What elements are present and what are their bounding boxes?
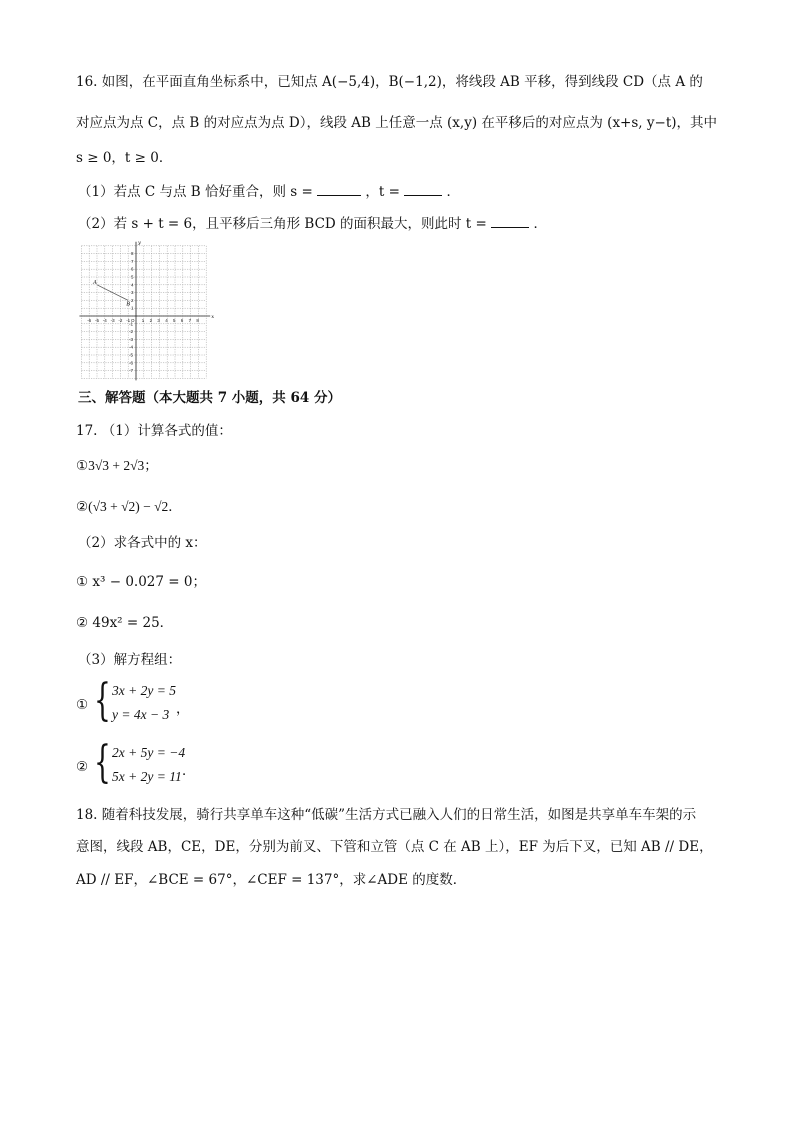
q17-intro: 17. （1）计算各式的值： [76, 423, 232, 439]
q18-line-3: AD // EF，∠BCE = 67°，∠CEF = 137°，求∠ADE 的度数． [76, 872, 467, 888]
y-tick-label: 6 [131, 266, 134, 272]
x-tick-label: -4 [102, 318, 107, 323]
q18-line-2: 意图，线段 AB，CE，DE，分别为前叉、下管和立管（点 C 在 AB 上），EF 为后下叉，已知 AB // DE， [76, 839, 713, 855]
x-tick-label: O [131, 318, 135, 323]
x-tick-label: -5 [95, 318, 100, 323]
answer-blank-t[interactable] [404, 181, 442, 196]
x-tick-label: 5 [173, 318, 176, 323]
y-tick-label: 2 [131, 297, 134, 303]
y-tick-label: -1 [129, 321, 134, 327]
system-1-number: ① [76, 697, 89, 713]
x-tick-label: -1 [126, 318, 131, 323]
y-tick-label: 1 [131, 305, 134, 311]
q17-calc-2: ②(√3 + √2) − √2． [76, 499, 182, 514]
y-tick-label: -4 [129, 344, 134, 350]
system-2-equation-1: 2x + 5y = −4 [112, 745, 186, 760]
q16-part-1-mid: ，t = [365, 184, 400, 200]
y-tick-label: 4 [131, 282, 134, 288]
y-tick-label: -3 [129, 336, 134, 342]
answer-blank-t2[interactable] [491, 213, 529, 228]
system-1-equation-1: 3x + 2y = 5 [112, 683, 176, 698]
x-tick-label: 6 [180, 318, 184, 323]
q16-part-1-end: ． [446, 184, 461, 200]
x-axis-label: x [211, 314, 215, 320]
q17-part-2: （2）求各式中的 x： [78, 535, 207, 551]
q17-calc-1: ①3√3 + 2√3； [76, 458, 158, 473]
x-tick-label: 1 [141, 318, 145, 323]
answer-blank-s[interactable] [317, 181, 361, 196]
left-brace-icon: { [94, 737, 111, 788]
tick-labels [87, 240, 214, 373]
system-2-trail: ． [182, 763, 196, 779]
y-tick-label: -7 [129, 368, 134, 374]
y-tick-label: -2 [129, 329, 134, 335]
q16-line-3: s ≥ 0，t ≥ 0． [76, 150, 173, 166]
y-tick-label: -5 [129, 352, 134, 358]
system-1-trail: ， [176, 701, 190, 717]
x-tick-label: -6 [87, 318, 92, 323]
x-tick-label: 3 [157, 318, 160, 323]
y-tick-label: 5 [131, 274, 134, 280]
y-tick-label: 8 [131, 251, 134, 257]
q17-solve-1: ① x³ − 0.027 = 0； [76, 574, 206, 590]
system-2-equation-2: 5x + 2y = 11 [112, 769, 182, 784]
left-brace-icon: { [94, 675, 111, 726]
q16-line-1: 16. 如图，在平面直角坐标系中，已知点 A(−5,4)，B(−1,2)，将线段 AB 平移，得到线段 CD（点 A 的 [76, 74, 703, 90]
q16-line-2: 对应点为点 C，点 B 的对应点为点 D），线段 AB 上任意一点 (x,y) 在平移后的对应点为 (x+s, y−t)，其中 [76, 115, 718, 131]
system-1-equation-2: y = 4x − 3 [112, 707, 170, 722]
y-tick-label: -6 [129, 360, 134, 366]
x-tick-label: 2 [149, 318, 153, 323]
x-tick-label: -2 [118, 318, 123, 323]
y-axis-label: y [138, 239, 141, 246]
q16-part-2 [78, 213, 547, 234]
q17-solve-2: ② 49x² = 25． [76, 615, 174, 631]
grid-lines [81, 246, 206, 379]
system-2-number: ② [76, 759, 89, 775]
x-tick-label: 8 [196, 318, 199, 323]
section-heading: 三、解答题（本大题共 7 小题，共 64 分） [78, 390, 341, 406]
q16-part-2-end: ． [533, 216, 547, 232]
q18-line-1: 18. 随着科技发展，骑行共享单车这种“低碳”生活方式已融入人们的日常生活，如图是共享单车车架的示 [76, 807, 697, 823]
q17-part-3: （3）解方程组： [78, 652, 182, 668]
q16-part-1-text: （1）若点 C 与点 B 恰好重合，则 s = [78, 184, 313, 200]
q16-part-2-text: （2）若 s + t = 6，且平移后三角形 BCD 的面积最大，则此时 t = [78, 216, 487, 232]
q16-part-1 [78, 181, 460, 202]
x-tick-label: 7 [188, 318, 192, 323]
coordinate-grid-figure [78, 239, 218, 379]
x-tick-label: 4 [165, 318, 168, 323]
point-a-label: A [93, 279, 97, 286]
y-tick-label: 3 [131, 290, 134, 296]
point-b-label: B [126, 301, 130, 308]
x-tick-label: -3 [110, 318, 115, 323]
y-tick-label: 7 [131, 258, 134, 264]
